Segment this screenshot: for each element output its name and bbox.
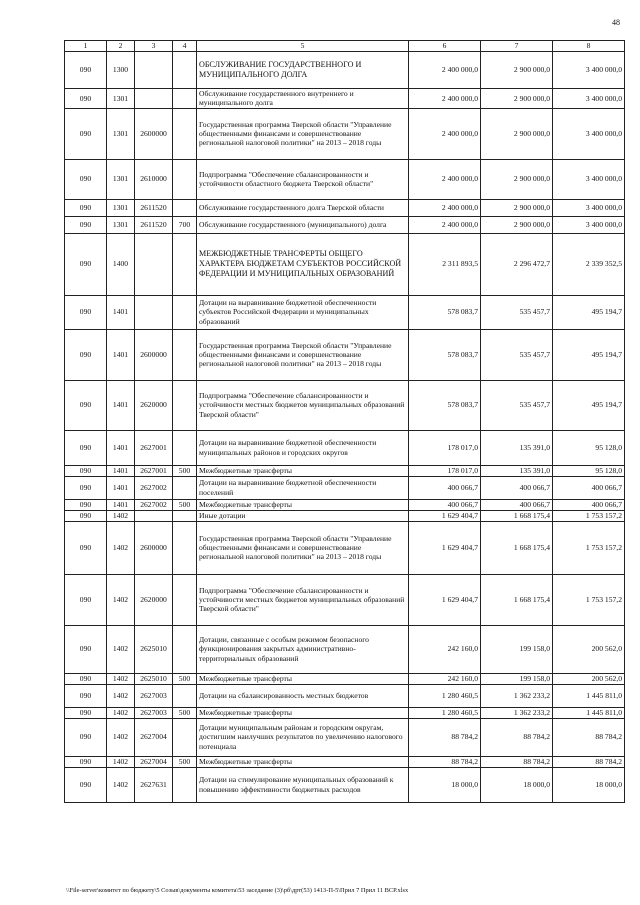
table-header-row <box>65 41 625 52</box>
expense-type-cell: 500 <box>173 465 197 476</box>
amount-cell: 535 457,7 <box>481 380 553 430</box>
expense-type-cell <box>173 380 197 430</box>
amount-cell: 178 017,0 <box>409 465 481 476</box>
amount-cell: 2 900 000,0 <box>481 52 553 89</box>
table-row <box>65 159 625 199</box>
amount-cell: 1 629 404,7 <box>409 510 481 521</box>
article-cell <box>135 89 173 109</box>
article-cell: 2610000 <box>135 159 173 199</box>
amount-cell: 88 784,2 <box>481 756 553 767</box>
name-cell: Дотации, связанные с особым режимом безопасного функционирования закрытых административно-территориальных образований <box>197 625 409 673</box>
table-row <box>65 295 625 329</box>
code-cell: 090 <box>65 199 107 216</box>
code-cell: 090 <box>65 767 107 802</box>
section-cell: 1401 <box>107 295 135 329</box>
header-cell: 5 <box>197 41 409 52</box>
amount-cell: 88 784,2 <box>409 718 481 756</box>
section-cell: 1401 <box>107 430 135 465</box>
article-cell <box>135 52 173 89</box>
section-cell: 1301 <box>107 108 135 159</box>
article-cell: 2627004 <box>135 756 173 767</box>
expense-type-cell: 500 <box>173 499 197 510</box>
article-cell: 2620000 <box>135 380 173 430</box>
table-row <box>65 216 625 233</box>
amount-cell: 2 339 352,5 <box>553 233 625 295</box>
code-cell: 090 <box>65 216 107 233</box>
header-cell: 6 <box>409 41 481 52</box>
table-row <box>65 89 625 109</box>
amount-cell: 535 457,7 <box>481 295 553 329</box>
table-row <box>65 673 625 684</box>
expense-type-cell <box>173 89 197 109</box>
amount-cell: 1 280 460,5 <box>409 707 481 718</box>
name-cell: ОБСЛУЖИВАНИЕ ГОСУДАРСТВЕННОГО И МУНИЦИПАЛЬНОГО ДОЛГА <box>197 52 409 89</box>
header-cell: 8 <box>553 41 625 52</box>
amount-cell: 3 400 000,0 <box>553 52 625 89</box>
amount-cell: 200 562,0 <box>553 625 625 673</box>
expense-type-cell <box>173 233 197 295</box>
amount-cell: 400 066,7 <box>553 476 625 499</box>
name-cell: МЕЖБЮДЖЕТНЫЕ ТРАНСФЕРТЫ ОБЩЕГО ХАРАКТЕРА БЮДЖЕТАМ СУБЪЕКТОВ РОССИЙСКОЙ ФЕДЕРАЦИИ И МУНИЦИПАЛЬНЫХ ОБРАЗОВАНИЙ <box>197 233 409 295</box>
amount-cell: 88 784,2 <box>481 718 553 756</box>
expense-type-cell <box>173 574 197 625</box>
amount-cell: 18 000,0 <box>553 767 625 802</box>
code-cell: 090 <box>65 718 107 756</box>
amount-cell: 3 400 000,0 <box>553 159 625 199</box>
expense-type-cell <box>173 476 197 499</box>
amount-cell: 1 445 811,0 <box>553 707 625 718</box>
name-cell: Межбюджетные трансферты <box>197 756 409 767</box>
amount-cell: 135 391,0 <box>481 430 553 465</box>
amount-cell: 1 668 175,4 <box>481 574 553 625</box>
amount-cell: 95 128,0 <box>553 465 625 476</box>
amount-cell: 1 753 157,2 <box>553 521 625 574</box>
article-cell: 2600000 <box>135 108 173 159</box>
header-cell: 3 <box>135 41 173 52</box>
article-cell: 2625010 <box>135 625 173 673</box>
expense-type-cell <box>173 625 197 673</box>
name-cell: Государственная программа Тверской области "Управление общественными финансами и совершенствование региональной налоговой политики" на 2013 – 2018 годы <box>197 521 409 574</box>
name-cell: Межбюджетные трансферты <box>197 499 409 510</box>
amount-cell: 3 400 000,0 <box>553 89 625 109</box>
table-body <box>65 41 625 803</box>
amount-cell: 1 629 404,7 <box>409 521 481 574</box>
amount-cell: 2 296 472,7 <box>481 233 553 295</box>
code-cell: 090 <box>65 476 107 499</box>
table-row <box>65 499 625 510</box>
table-row <box>65 199 625 216</box>
section-cell: 1402 <box>107 625 135 673</box>
header-cell: 2 <box>107 41 135 52</box>
expense-type-cell: 700 <box>173 216 197 233</box>
expense-type-cell <box>173 684 197 707</box>
article-cell: 2611520 <box>135 216 173 233</box>
article-cell: 2627003 <box>135 707 173 718</box>
amount-cell: 135 391,0 <box>481 465 553 476</box>
code-cell: 090 <box>65 89 107 109</box>
amount-cell: 2 900 000,0 <box>481 199 553 216</box>
amount-cell: 578 083,7 <box>409 329 481 380</box>
amount-cell: 2 900 000,0 <box>481 108 553 159</box>
article-cell: 2625010 <box>135 673 173 684</box>
section-cell: 1301 <box>107 199 135 216</box>
page-number: 48 <box>612 18 620 27</box>
name-cell: Государственная программа Тверской области "Управление общественными финансами и совершенствование региональной налоговой политики" на 2013 – 2018 годы <box>197 329 409 380</box>
amount-cell: 178 017,0 <box>409 430 481 465</box>
expense-type-cell: 500 <box>173 756 197 767</box>
code-cell: 090 <box>65 430 107 465</box>
code-cell: 090 <box>65 380 107 430</box>
amount-cell: 400 066,7 <box>409 499 481 510</box>
amount-cell: 18 000,0 <box>409 767 481 802</box>
table-row <box>65 707 625 718</box>
amount-cell: 2 400 000,0 <box>409 216 481 233</box>
article-cell: 2627002 <box>135 499 173 510</box>
expense-type-cell <box>173 430 197 465</box>
code-cell: 090 <box>65 625 107 673</box>
table-row <box>65 756 625 767</box>
section-cell: 1401 <box>107 465 135 476</box>
name-cell: Обслуживание государственного внутреннего и муниципального долга <box>197 89 409 109</box>
table-row <box>65 476 625 499</box>
code-cell: 090 <box>65 521 107 574</box>
amount-cell: 200 562,0 <box>553 673 625 684</box>
section-cell: 1301 <box>107 89 135 109</box>
amount-cell: 535 457,7 <box>481 329 553 380</box>
amount-cell: 1 362 233,2 <box>481 684 553 707</box>
expense-type-cell <box>173 199 197 216</box>
expense-type-cell <box>173 767 197 802</box>
amount-cell: 18 000,0 <box>481 767 553 802</box>
section-cell: 1402 <box>107 718 135 756</box>
expense-type-cell <box>173 329 197 380</box>
amount-cell: 578 083,7 <box>409 380 481 430</box>
amount-cell: 400 066,7 <box>481 476 553 499</box>
amount-cell: 2 900 000,0 <box>481 89 553 109</box>
amount-cell: 1 280 460,5 <box>409 684 481 707</box>
amount-cell: 1 668 175,4 <box>481 521 553 574</box>
section-cell: 1401 <box>107 329 135 380</box>
name-cell: Дотации на выравнивание бюджетной обеспеченности поселений <box>197 476 409 499</box>
expense-type-cell: 500 <box>173 673 197 684</box>
amount-cell: 2 400 000,0 <box>409 159 481 199</box>
article-cell <box>135 295 173 329</box>
table-row <box>65 574 625 625</box>
name-cell: Межбюджетные трансферты <box>197 465 409 476</box>
amount-cell: 1 668 175,4 <box>481 510 553 521</box>
amount-cell: 242 160,0 <box>409 625 481 673</box>
section-cell: 1402 <box>107 707 135 718</box>
amount-cell: 88 784,2 <box>553 718 625 756</box>
name-cell: Межбюджетные трансферты <box>197 673 409 684</box>
section-cell: 1301 <box>107 216 135 233</box>
amount-cell: 88 784,2 <box>409 756 481 767</box>
file-path-footer: \\File-server\комитет по бюджету\5 Созыв\документы комитета\53 заседание (3)\рб\дрт(53) 1413-П-5\Прил 7 Прил 11 ВСР.xlsx <box>66 887 409 894</box>
amount-cell: 88 784,2 <box>553 756 625 767</box>
header-cell: 7 <box>481 41 553 52</box>
amount-cell: 242 160,0 <box>409 673 481 684</box>
name-cell: Государственная программа Тверской области "Управление общественными финансами и совершенствование региональной налоговой политики" на 2013 – 2018 годы <box>197 108 409 159</box>
name-cell: Обслуживание государственного долга Тверской области <box>197 199 409 216</box>
amount-cell: 199 158,0 <box>481 673 553 684</box>
code-cell: 090 <box>65 673 107 684</box>
article-cell: 2620000 <box>135 574 173 625</box>
section-cell: 1301 <box>107 159 135 199</box>
table-row <box>65 684 625 707</box>
section-cell: 1402 <box>107 684 135 707</box>
article-cell <box>135 233 173 295</box>
name-cell: Дотации на сбалансированность местных бюджетов <box>197 684 409 707</box>
amount-cell: 1 629 404,7 <box>409 574 481 625</box>
expense-type-cell <box>173 718 197 756</box>
section-cell: 1402 <box>107 521 135 574</box>
amount-cell: 1 445 811,0 <box>553 684 625 707</box>
amount-cell: 495 194,7 <box>553 295 625 329</box>
section-cell: 1402 <box>107 673 135 684</box>
article-cell <box>135 510 173 521</box>
amount-cell: 1 753 157,2 <box>553 574 625 625</box>
table-row <box>65 108 625 159</box>
section-cell: 1401 <box>107 476 135 499</box>
budget-table <box>64 40 625 803</box>
amount-cell: 2 400 000,0 <box>409 108 481 159</box>
section-cell: 1402 <box>107 510 135 521</box>
amount-cell: 400 066,7 <box>553 499 625 510</box>
code-cell: 090 <box>65 159 107 199</box>
code-cell: 090 <box>65 510 107 521</box>
amount-cell: 2 900 000,0 <box>481 216 553 233</box>
header-cell: 1 <box>65 41 107 52</box>
table-row <box>65 510 625 521</box>
table-row <box>65 465 625 476</box>
amount-cell: 1 362 233,2 <box>481 707 553 718</box>
name-cell: Иные дотации <box>197 510 409 521</box>
expense-type-cell <box>173 159 197 199</box>
name-cell: Подпрограмма "Обеспечение сбалансированности и устойчивости местных бюджетов муниципальных образований Тверской области" <box>197 574 409 625</box>
code-cell: 090 <box>65 465 107 476</box>
article-cell: 2600000 <box>135 521 173 574</box>
article-cell: 2611520 <box>135 199 173 216</box>
expense-type-cell: 500 <box>173 707 197 718</box>
code-cell: 090 <box>65 295 107 329</box>
amount-cell: 2 400 000,0 <box>409 52 481 89</box>
expense-type-cell <box>173 521 197 574</box>
amount-cell: 495 194,7 <box>553 329 625 380</box>
name-cell: Обслуживание государственного (муниципального) долга <box>197 216 409 233</box>
expense-type-cell <box>173 52 197 89</box>
article-cell: 2627001 <box>135 430 173 465</box>
article-cell: 2627004 <box>135 718 173 756</box>
section-cell: 1401 <box>107 380 135 430</box>
name-cell: Дотации на стимулирование муниципальных образований к повышению эффективности бюджетных расходов <box>197 767 409 802</box>
amount-cell: 2 400 000,0 <box>409 199 481 216</box>
code-cell: 090 <box>65 707 107 718</box>
table-row <box>65 329 625 380</box>
section-cell: 1400 <box>107 233 135 295</box>
table-row <box>65 521 625 574</box>
expense-type-cell <box>173 510 197 521</box>
expense-type-cell <box>173 108 197 159</box>
table-row <box>65 430 625 465</box>
amount-cell: 495 194,7 <box>553 380 625 430</box>
amount-cell: 400 066,7 <box>481 499 553 510</box>
name-cell: Дотации на выравнивание бюджетной обеспеченности субъектов Российской Федерации и муниципальных образований <box>197 295 409 329</box>
amount-cell: 3 400 000,0 <box>553 199 625 216</box>
expense-type-cell <box>173 295 197 329</box>
code-cell: 090 <box>65 574 107 625</box>
name-cell: Межбюджетные трансферты <box>197 707 409 718</box>
article-cell: 2627003 <box>135 684 173 707</box>
table-row <box>65 767 625 802</box>
amount-cell: 3 400 000,0 <box>553 108 625 159</box>
amount-cell: 400 066,7 <box>409 476 481 499</box>
table-row <box>65 52 625 89</box>
amount-cell: 2 900 000,0 <box>481 159 553 199</box>
section-cell: 1300 <box>107 52 135 89</box>
code-cell: 090 <box>65 233 107 295</box>
table-row <box>65 625 625 673</box>
amount-cell: 2 311 893,5 <box>409 233 481 295</box>
amount-cell: 578 083,7 <box>409 295 481 329</box>
article-cell: 2627631 <box>135 767 173 802</box>
table-row <box>65 233 625 295</box>
amount-cell: 2 400 000,0 <box>409 89 481 109</box>
name-cell: Подпрограмма "Обеспечение сбалансированности и устойчивости местных бюджетов муниципальных образований Тверской области" <box>197 380 409 430</box>
amount-cell: 199 158,0 <box>481 625 553 673</box>
code-cell: 090 <box>65 52 107 89</box>
amount-cell: 3 400 000,0 <box>553 216 625 233</box>
amount-cell: 1 753 157,2 <box>553 510 625 521</box>
table-row <box>65 718 625 756</box>
code-cell: 090 <box>65 108 107 159</box>
code-cell: 090 <box>65 684 107 707</box>
article-cell: 2600000 <box>135 329 173 380</box>
code-cell: 090 <box>65 329 107 380</box>
section-cell: 1402 <box>107 756 135 767</box>
section-cell: 1402 <box>107 767 135 802</box>
article-cell: 2627002 <box>135 476 173 499</box>
code-cell: 090 <box>65 499 107 510</box>
section-cell: 1402 <box>107 574 135 625</box>
code-cell: 090 <box>65 756 107 767</box>
name-cell: Подпрограмма "Обеспечение сбалансированности и устойчивости областного бюджета Тверской области" <box>197 159 409 199</box>
header-cell: 4 <box>173 41 197 52</box>
name-cell: Дотации муниципальным районам и городским округам, достигшим наилучших результатов по увеличению налогового потенциала <box>197 718 409 756</box>
table-row <box>65 380 625 430</box>
name-cell: Дотации на выравнивание бюджетной обеспеченности муниципальных районов и городских округов <box>197 430 409 465</box>
amount-cell: 95 128,0 <box>553 430 625 465</box>
article-cell: 2627001 <box>135 465 173 476</box>
section-cell: 1401 <box>107 499 135 510</box>
